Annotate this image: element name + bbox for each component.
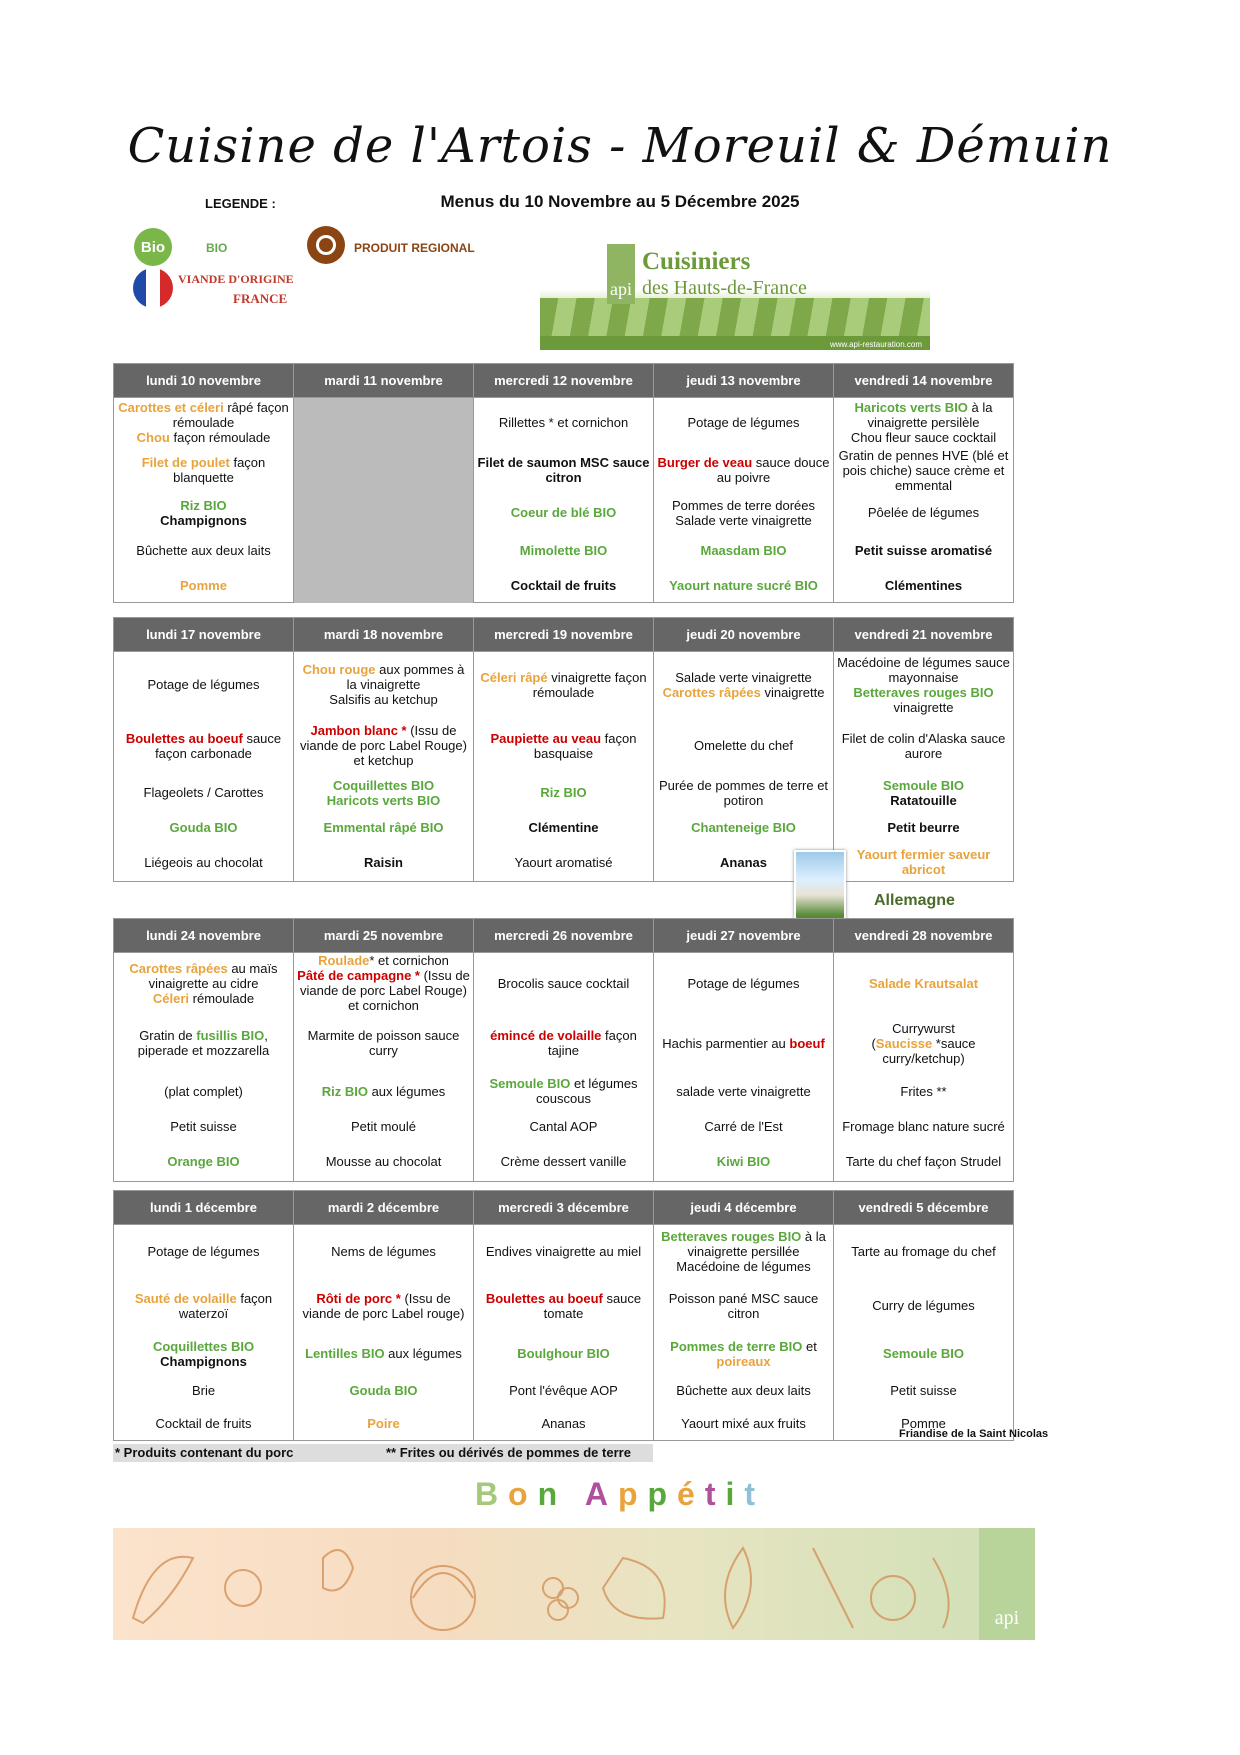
menu-cell: Filet de poulet façon blanquette — [114, 448, 294, 493]
menu-cell: Yaourt mixé aux fruits — [654, 1407, 834, 1441]
menu-cell: Céleri râpé vinaigrette façon rémoulade — [474, 652, 654, 718]
menu-cell: Bûchette aux deux laits — [654, 1375, 834, 1407]
menu-cell: Potage de légumes — [114, 652, 294, 718]
brand-line1: Cuisiniers — [642, 248, 751, 275]
api-brand-banner — [540, 240, 930, 350]
day-header: vendredi 21 novembre — [834, 618, 1014, 652]
menu-cell: Brocolis sauce cocktail — [474, 953, 654, 1014]
menu-cell: Fromage blanc nature sucré — [834, 1109, 1014, 1143]
legend-title: LEGENDE : — [205, 196, 276, 211]
menu-cell: Jambon blanc * (Issu de viande de porc Label Rouge) et ketchup — [294, 718, 474, 774]
day-header: jeudi 4 décembre — [654, 1191, 834, 1225]
menu-cell: Semoule BIO et légumes couscous — [474, 1073, 654, 1109]
menu-cell: Riz BIO Champignons — [114, 493, 294, 533]
day-header: mardi 25 novembre — [294, 919, 474, 953]
day-header: mercredi 12 novembre — [474, 364, 654, 398]
menu-week-3 — [113, 918, 1014, 1182]
footnotes-bar — [113, 1444, 653, 1462]
menu-cell: Marmite de poisson sauce curry — [294, 1013, 474, 1073]
menu-cell: Pommes de terre BIO et poireaux — [654, 1333, 834, 1375]
regional-label: PRODUIT REGIONAL — [354, 241, 475, 255]
menu-week-2 — [113, 617, 1014, 882]
menu-cell: Brie — [114, 1375, 294, 1407]
menu-cell: Boulettes au boeuf sauce façon carbonade — [114, 718, 294, 774]
menu-week-1 — [113, 363, 1014, 603]
menu-cell: Gouda BIO — [114, 812, 294, 844]
day-header: lundi 10 novembre — [114, 364, 294, 398]
menu-cell: Lentilles BIO aux légumes — [294, 1333, 474, 1375]
menu-cell: Curry de légumes — [834, 1279, 1014, 1333]
menu-cell: Chanteneige BIO — [654, 812, 834, 844]
bio-logo-icon: Bio — [134, 228, 172, 266]
menu-cell: Yaourt aromatisé — [474, 844, 654, 882]
menu-cell: Poire — [294, 1407, 474, 1441]
menu-cell: Sauté de volaille façon waterzoï — [114, 1279, 294, 1333]
day-header: mercredi 19 novembre — [474, 618, 654, 652]
footnote-porc: * Produits contenant du porc — [115, 1445, 294, 1460]
day-header: vendredi 28 novembre — [834, 919, 1014, 953]
bon-appetit: Bon Appétit — [474, 1476, 766, 1512]
menu-cell: Boulghour BIO — [474, 1333, 654, 1375]
day-header: lundi 1 décembre — [114, 1191, 294, 1225]
regional-product-icon — [307, 226, 345, 264]
menu-cell: Coquillettes BIO Champignons — [114, 1333, 294, 1375]
menu-cell: Ananas — [474, 1407, 654, 1441]
menu-cell: Carottes râpées au maïs vinaigrette au cidre Céleri rémoulade — [114, 953, 294, 1014]
menu-cell: (plat complet) — [114, 1073, 294, 1109]
brand-line2: des Hauts-de-France — [642, 277, 807, 299]
menu-cell: Pôelée de légumes — [834, 493, 1014, 533]
menu-cell: Petit suisse aromatisé — [834, 533, 1014, 569]
menu-cell: Flageolets / Carottes — [114, 774, 294, 812]
menu-cell: Gratin de fusillis BIO, piperade et mozzarella — [114, 1013, 294, 1073]
menu-cell: Tarte au fromage du chef — [834, 1225, 1014, 1279]
menu-cell: Chou rouge aux pommes à la vinaigrette Salsifis au ketchup — [294, 652, 474, 718]
day-header: jeudi 27 novembre — [654, 919, 834, 953]
france-label: FRANCE — [233, 291, 288, 306]
menu-cell: Rôti de porc * (Issu de viande de porc Label rouge) — [294, 1279, 474, 1333]
day-header: lundi 24 novembre — [114, 919, 294, 953]
menu-cell: Paupiette au veau façon basquaise — [474, 718, 654, 774]
menu-cell: Salade verte vinaigrette Carottes râpées vinaigrette — [654, 652, 834, 718]
menu-cell: Coeur de blé BIO — [474, 493, 654, 533]
menu-cell: Clémentine — [474, 812, 654, 844]
day-header: vendredi 14 novembre — [834, 364, 1014, 398]
menu-cell: Filet de saumon MSC sauce citron — [474, 448, 654, 493]
menu-cell: Gratin de pennes HVE (blé et pois chiche) sauce crème et emmental — [834, 448, 1014, 493]
brand-url: www.api-restauration.com — [829, 340, 922, 349]
menu-cell: Burger de veau sauce douce au poivre — [654, 448, 834, 493]
menu-cell: Liégeois au chocolat — [114, 844, 294, 882]
menu-cell: Endives vinaigrette au miel — [474, 1225, 654, 1279]
menu-cell: Orange BIO — [114, 1143, 294, 1181]
menu-cell: Emmental râpé BIO — [294, 812, 474, 844]
menu-cell: Pomme — [114, 569, 294, 603]
menu-cell: Pont l'évêque AOP — [474, 1375, 654, 1407]
menu-cell: Purée de pommes de terre et potiron — [654, 774, 834, 812]
menu-cell: Cocktail de fruits — [114, 1407, 294, 1441]
menu-week-4 — [113, 1190, 1014, 1441]
menu-cell: Cocktail de fruits — [474, 569, 654, 603]
day-header: mardi 2 décembre — [294, 1191, 474, 1225]
menu-cell: Frites ** — [834, 1073, 1014, 1109]
day-header: lundi 17 novembre — [114, 618, 294, 652]
menu-cell: Filet de colin d'Alaska sauce aurore — [834, 718, 1014, 774]
menu-cell: Crème dessert vanille — [474, 1143, 654, 1181]
vegetable-sketch-icon — [113, 1528, 973, 1640]
menus-title: Menus du 10 Novembre au 5 Décembre 2025 — [440, 192, 800, 211]
menu-cell: émincé de volaille façon tajine — [474, 1013, 654, 1073]
day-header: mercredi 26 novembre — [474, 919, 654, 953]
menu-cell: Gouda BIO — [294, 1375, 474, 1407]
friandise-note: Friandise de la Saint Nicolas — [899, 1428, 1049, 1440]
closed-day-cell — [294, 398, 474, 603]
menu-cell: Carottes et céleri râpé façon rémoulade Chou façon rémoulade — [114, 398, 294, 448]
menu-cell: Potage de légumes — [654, 953, 834, 1014]
menu-cell: Kiwi BIO — [654, 1143, 834, 1181]
menu-cell: salade verte vinaigrette — [654, 1073, 834, 1109]
api-logo: api — [607, 244, 635, 304]
menu-cell: Pomme — [834, 1407, 1014, 1441]
menu-cell: Boulettes au boeuf sauce tomate — [474, 1279, 654, 1333]
menu-cell: Petit suisse — [114, 1109, 294, 1143]
bio-label: BIO — [206, 241, 228, 255]
menu-cell: Mimolette BIO — [474, 533, 654, 569]
menu-cell: Bûchette aux deux laits — [114, 533, 294, 569]
menu-cell: Macédoine de légumes sauce mayonnaise Betteraves rouges BIO vinaigrette — [834, 652, 1014, 718]
day-header: vendredi 5 décembre — [834, 1191, 1014, 1225]
menu-cell: Rillettes * et cornichon — [474, 398, 654, 448]
viande-origine-label: VIANDE D'ORIGINE — [178, 272, 294, 286]
page-title: Cuisine de l'Artois - Moreuil & Démuin — [127, 118, 1113, 174]
menu-cell: Ananas — [654, 844, 834, 882]
menu-cell: Yaourt nature sucré BIO — [654, 569, 834, 603]
menu-cell: Nems de légumes — [294, 1225, 474, 1279]
day-header: jeudi 13 novembre — [654, 364, 834, 398]
menu-cell: Pommes de terre dorées Salade verte vinaigrette — [654, 493, 834, 533]
menu-cell: Currywurst (Saucisse *sauce curry/ketchup) — [834, 1013, 1014, 1073]
menu-cell: Salade Krautsalat — [834, 953, 1014, 1014]
menu-cell: Coquillettes BIO Haricots verts BIO — [294, 774, 474, 812]
menu-cell: Tarte du chef façon Strudel — [834, 1143, 1014, 1181]
menu-cell: Maasdam BIO — [654, 533, 834, 569]
menu-cell: Semoule BIO Ratatouille — [834, 774, 1014, 812]
menu-cell: Petit beurre — [834, 812, 1014, 844]
menu-cell: Roulade* et cornichon Pâté de campagne * (Issu de viande de porc Label Rouge) et cornichon — [294, 953, 474, 1014]
menu-cell: Potage de légumes — [114, 1225, 294, 1279]
menu-cell: Haricots verts BIO à la vinaigrette persilèle Chou fleur sauce cocktail — [834, 398, 1014, 448]
theme-label: Allemagne — [874, 892, 955, 909]
day-header: jeudi 20 novembre — [654, 618, 834, 652]
menu-cell: Petit moulé — [294, 1109, 474, 1143]
menu-cell: Semoule BIO — [834, 1333, 1014, 1375]
menu-cell: Hachis parmentier au boeuf — [654, 1013, 834, 1073]
menu-cell: Riz BIO — [474, 774, 654, 812]
menu-cell: Carré de l'Est — [654, 1109, 834, 1143]
menu-cell: Mousse au chocolat — [294, 1143, 474, 1181]
menu-cell: Poisson pané MSC sauce citron — [654, 1279, 834, 1333]
menu-cell: Cantal AOP — [474, 1109, 654, 1143]
menu-cell: Riz BIO aux légumes — [294, 1073, 474, 1109]
day-header: mardi 11 novembre — [294, 364, 474, 398]
day-header: mercredi 3 décembre — [474, 1191, 654, 1225]
menu-cell: Yaourt fermier saveur abricot — [834, 844, 1014, 882]
menu-cell: Omelette du chef — [654, 718, 834, 774]
api-footer-logo: api — [979, 1528, 1035, 1640]
menu-cell: Betteraves rouges BIO à la vinaigrette persillée Macédoine de légumes — [654, 1225, 834, 1279]
menu-cell: Clémentines — [834, 569, 1014, 603]
menu-cell: Petit suisse — [834, 1375, 1014, 1407]
day-header: mardi 18 novembre — [294, 618, 474, 652]
menu-cell: Raisin — [294, 844, 474, 882]
footnote-frites: ** Frites ou dérivés de pommes de terre — [386, 1445, 631, 1460]
vegetable-illustration-banner — [113, 1528, 1035, 1640]
menu-cell: Potage de légumes — [654, 398, 834, 448]
france-flag-icon — [133, 268, 173, 308]
